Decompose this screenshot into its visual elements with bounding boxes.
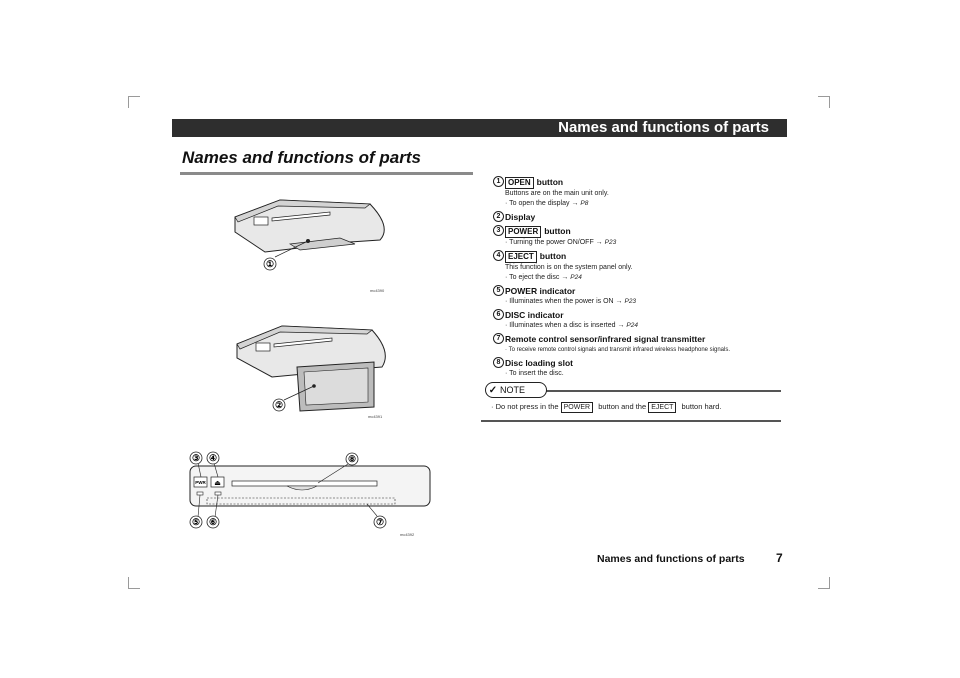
- note-text: · Do not press in the POWER button and the EJECT button hard.: [491, 402, 722, 411]
- list-item: [493, 225, 793, 248]
- header-bar-title: Names and functions of parts: [558, 119, 769, 136]
- item-title: button: [536, 177, 564, 187]
- item-title: Disc loading slot: [505, 358, 574, 368]
- callout-8: ⑧: [347, 454, 357, 464]
- arrow-icon: →: [571, 200, 579, 207]
- arrow-icon: →: [615, 298, 623, 305]
- note-label: NOTE: [500, 385, 526, 395]
- section-title: Names and functions of parts: [182, 148, 421, 167]
- list-item: [493, 309, 793, 331]
- item-title: DISC indicator: [505, 310, 564, 320]
- bullet-mark: ·: [505, 239, 508, 246]
- footer-title: Names and functions of parts: [597, 553, 745, 565]
- figure-unit-open: [232, 322, 397, 426]
- item-number: 8: [493, 357, 504, 368]
- callout-4: ④: [208, 453, 218, 463]
- bullet-mark: ·: [505, 370, 508, 377]
- eject-symbol: ⏏: [214, 480, 221, 487]
- bullet-mark: ·: [505, 274, 508, 281]
- item-bullet: Illuminates when the power is ON: [509, 298, 614, 305]
- item-number: 7: [493, 333, 504, 344]
- page-ref: P23: [604, 239, 617, 246]
- figure-unit-closed: [230, 192, 395, 296]
- callout-6: ⑥: [208, 517, 218, 527]
- item-number: 1: [493, 176, 504, 187]
- callout-1: ①: [265, 259, 275, 269]
- note-bottom-rule: [481, 420, 781, 422]
- crop-mark-tl-v: [128, 96, 129, 108]
- list-item: [493, 285, 793, 307]
- list-item: [493, 211, 793, 223]
- item-number: 2: [493, 211, 504, 222]
- page-ref: P24: [626, 322, 638, 329]
- power-key-label: POWER: [561, 402, 593, 413]
- bullet-mark: ·: [505, 200, 508, 207]
- figure-front-panel: [182, 450, 434, 540]
- crop-mark-tr-v: [829, 96, 830, 108]
- item-desc: This function is on the system panel only.: [505, 264, 633, 271]
- item-bullet: To receive remote control signals and transmit infrared wireless headphone signals.: [508, 347, 731, 353]
- crop-mark-tl-h: [128, 96, 140, 97]
- item-bullet: To eject the disc: [509, 274, 560, 281]
- figure-code-3: mc4392: [400, 532, 415, 537]
- item-number: 4: [493, 250, 504, 261]
- item-bullet: To open the display: [509, 200, 570, 207]
- note-box: [481, 380, 781, 420]
- open-key-label: OPEN: [505, 177, 534, 189]
- item-bullet: Turning the power ON/OFF: [509, 239, 594, 246]
- bullet-mark: ·: [505, 322, 508, 329]
- list-item: [493, 176, 793, 209]
- figure-code-2: mc4391: [368, 414, 383, 419]
- callout-5: ⑤: [191, 517, 201, 527]
- item-bullet: To insert the disc.: [509, 370, 564, 377]
- arrow-icon: →: [595, 239, 603, 246]
- item-title: Display: [505, 212, 536, 222]
- bullet-mark: ·: [505, 347, 507, 353]
- item-number: 5: [493, 285, 504, 296]
- list-item: [493, 333, 793, 355]
- item-number: 6: [493, 309, 504, 320]
- bullet-mark: ·: [505, 298, 508, 305]
- parts-list: [493, 176, 793, 381]
- item-title: button: [544, 226, 571, 236]
- item-desc: Buttons are on the main unit only.: [505, 190, 609, 197]
- callout-2: ②: [274, 400, 284, 410]
- arrow-icon: →: [561, 274, 569, 281]
- section-title-rule: [180, 172, 473, 175]
- item-bullet: Illuminates when a disc is inserted: [509, 322, 616, 329]
- item-title: button: [539, 251, 567, 261]
- callout-3: ③: [191, 453, 201, 463]
- eject-key-label: EJECT: [505, 251, 537, 263]
- page-number: 7: [776, 551, 783, 565]
- item-title: POWER indicator: [505, 286, 576, 296]
- list-item: [493, 357, 793, 379]
- item-number: 3: [493, 225, 504, 236]
- pwr-label: PWR: [195, 480, 206, 485]
- page-ref: P23: [624, 298, 637, 305]
- page-ref: P24: [570, 274, 582, 281]
- callout-7: ⑦: [375, 517, 385, 527]
- figure-code-1: mc4390: [370, 288, 385, 293]
- note-badge: [485, 382, 547, 398]
- crop-mark-bl-h: [128, 588, 140, 589]
- item-title: Remote control sensor/infrared signal transmitter: [505, 334, 706, 344]
- note-top-rule: [541, 390, 781, 392]
- list-item: [493, 250, 793, 283]
- check-icon: ✓: [488, 385, 498, 396]
- power-key-label: POWER: [505, 226, 541, 238]
- arrow-icon: →: [617, 322, 625, 329]
- eject-key-label: EJECT: [648, 402, 676, 413]
- header-bar: [172, 119, 787, 137]
- page-ref: P8: [580, 200, 589, 207]
- crop-mark-bl-v: [128, 577, 129, 589]
- crop-mark-br-v: [829, 577, 830, 589]
